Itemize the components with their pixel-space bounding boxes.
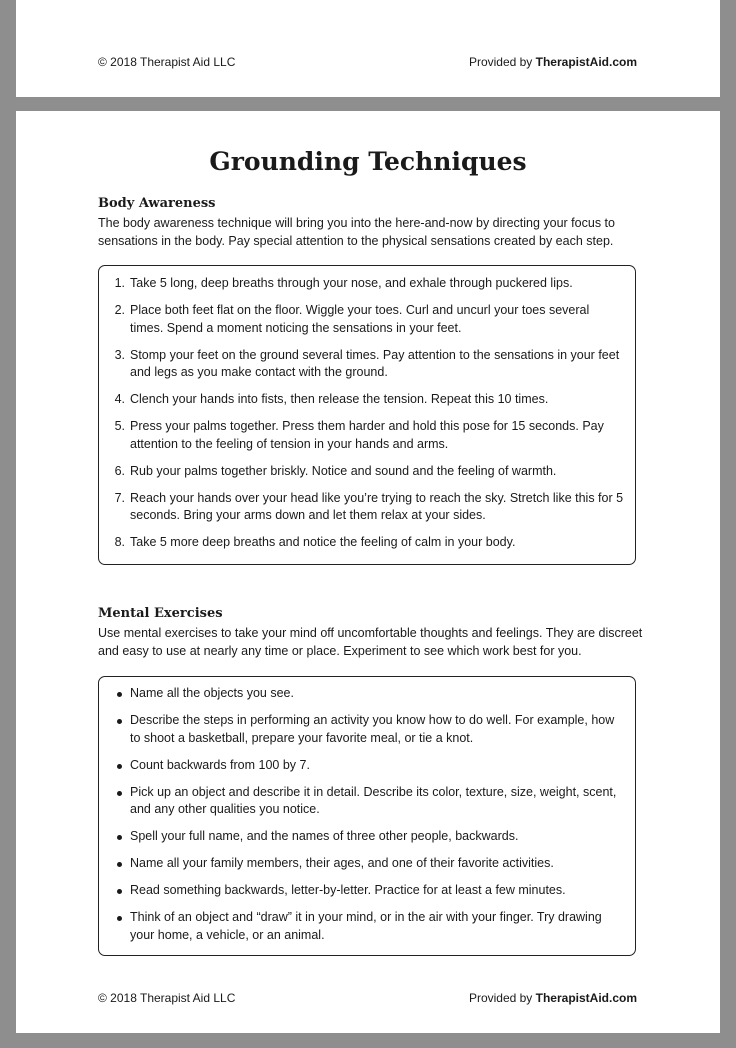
body-awareness-step	[99, 275, 635, 293]
previous-page	[16, 0, 720, 97]
body-awareness-step	[99, 418, 635, 453]
bullet-icon	[117, 791, 122, 796]
step-text: Rub your palms together briskly. Notice and sound and the feeling of warmth.	[130, 463, 557, 478]
worksheet-page	[16, 111, 720, 1033]
bullet-icon	[117, 862, 122, 867]
mental-exercise-item	[99, 855, 635, 873]
section-heading-mental-exercises: Mental Exercises	[98, 606, 223, 621]
step-text: Take 5 more deep breaths and notice the feeling of calm in your body.	[130, 535, 516, 549]
exercise-text: Describe the steps in performing an activity you know how to do well. For example, how to shoot a basketball, prepare your favorite meal, or tie a knot.	[130, 713, 615, 745]
bullet-icon	[117, 719, 122, 724]
body-awareness-step	[99, 490, 635, 525]
exercise-text: Count backwards from 100 by 7.	[130, 757, 310, 772]
step-number: 5.	[114, 419, 125, 433]
mental-exercise-item	[99, 909, 635, 944]
step-text: Place both feet flat on the floor. Wiggle your toes. Curl and uncurl your toes several times. Spend a moment noticing the sensations in your feet.	[130, 303, 590, 335]
bullet-icon	[117, 835, 122, 840]
page-footer	[98, 991, 637, 1005]
exercise-text: Pick up an object and describe it in detail. Describe its color, texture, size, weight, scent, and any other qualities you notice.	[130, 784, 617, 816]
mental-exercises-box	[98, 676, 636, 956]
mental-exercise-item	[99, 712, 635, 747]
footer-provided-prefix: Provided by	[468, 991, 536, 1005]
step-number: 1.	[114, 276, 125, 290]
footer-provided-by	[469, 55, 637, 69]
bullet-icon	[117, 889, 122, 894]
step-number: 4.	[114, 392, 125, 406]
exercise-text: Name all the objects you see.	[130, 686, 294, 700]
page-title: Grounding Techniques	[209, 147, 527, 176]
bullet-icon	[117, 916, 122, 921]
step-number: 3.	[114, 347, 125, 362]
footer-site-name: TherapistAid.com	[535, 55, 637, 69]
exercise-text: Name all your family members, their ages, and one of their favorite activities.	[130, 856, 554, 870]
mental-exercise-item	[99, 882, 635, 900]
step-number: 7.	[114, 490, 125, 505]
step-number: 2.	[114, 303, 125, 317]
section-heading-body-awareness: Body Awareness	[98, 196, 216, 211]
footer-copyright: © 2018 Therapist Aid LLC	[98, 991, 236, 1005]
step-text: Press your palms together. Press them harder and hold this pose for 15 seconds. Pay attention to the feeling of tension in your hands and arms.	[130, 419, 604, 451]
exercise-text: Think of an object and “draw” it in your mind, or in the air with your finger. Try drawing your home, a vehicle, or an animal.	[130, 910, 602, 942]
body-awareness-step	[99, 534, 635, 552]
footer-provided-by	[469, 991, 637, 1005]
exercise-text: Spell your full name, and the names of three other people, backwards.	[130, 829, 519, 843]
mental-exercise-item	[99, 828, 635, 846]
step-text: Clench your hands into fists, then release the tension. Repeat this 10 times.	[130, 392, 549, 406]
step-text: Stomp your feet on the ground several times. Pay attention to the sensations in your feet and legs as you make contact with the ground.	[130, 347, 620, 379]
step-number: 8.	[114, 535, 125, 549]
section-intro-body-awareness: The body awareness technique will bring you into the here-and-now by directing your focus to sensations in the body. Pay special attention to the physical sensations created by each step.	[98, 216, 615, 248]
footer-provided-prefix: Provided by	[468, 55, 536, 69]
page-footer	[98, 55, 637, 69]
body-awareness-steps-box	[98, 265, 636, 565]
mental-exercise-item	[99, 685, 635, 703]
body-awareness-step	[99, 463, 635, 481]
body-awareness-step	[99, 347, 635, 382]
mental-exercise-item	[99, 784, 635, 819]
footer-copyright: © 2018 Therapist Aid LLC	[98, 55, 236, 69]
body-awareness-step	[99, 302, 635, 337]
bullet-icon	[117, 764, 122, 769]
section-intro-mental-exercises: Use mental exercises to take your mind off uncomfortable thoughts and feelings. They are discreet and easy to use at nearly any time or place. Experiment to see which work best for you.	[98, 626, 643, 658]
footer-site-name: TherapistAid.com	[535, 991, 637, 1005]
body-awareness-step	[99, 391, 635, 409]
body-awareness-steps-list	[99, 275, 635, 552]
step-text: Reach your hands over your head like you’re trying to reach the sky. Stretch like this for 5 seconds. Bring your arms down and let them relax at your sides.	[130, 490, 624, 522]
bullet-icon	[117, 692, 122, 697]
step-number: 6.	[114, 463, 125, 478]
mental-exercise-item	[99, 757, 635, 775]
exercise-text: Read something backwards, letter-by-letter. Practice for at least a few minutes.	[130, 883, 566, 897]
mental-exercises-list	[99, 685, 635, 944]
step-text: Take 5 long, deep breaths through your nose, and exhale through puckered lips.	[130, 276, 573, 290]
